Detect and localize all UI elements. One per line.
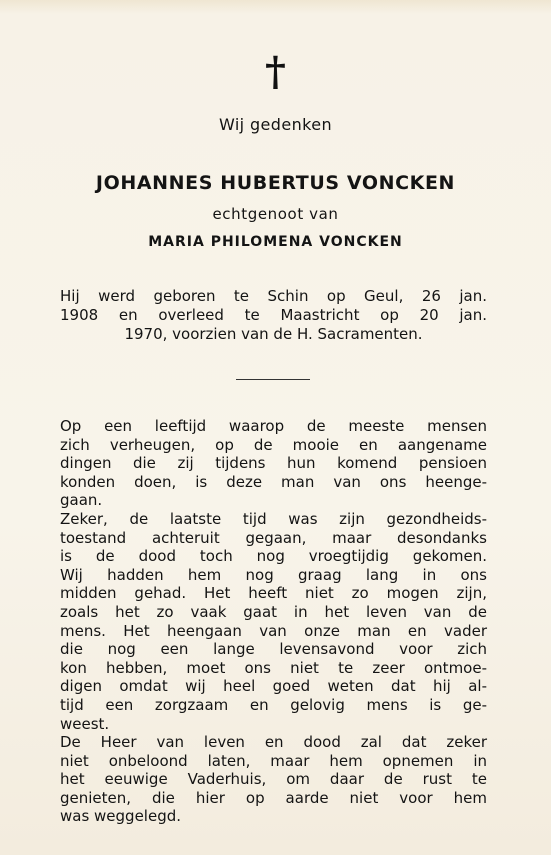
text-line: genieten, die hier op aarde niet voor hem <box>60 788 487 807</box>
bio-line: Hij werd geboren te Schin op Geul, 26 jan. <box>60 287 487 305</box>
text-line: het eeuwige Vaderhuis, om daar de rust te <box>60 770 487 789</box>
text-line: weest. <box>60 714 110 733</box>
text-line: digen omdat wij heel goed weten dat hij al- <box>60 677 487 696</box>
text-line: mens. Het heengaan van onze man en vader <box>60 621 487 640</box>
text-line: is de dood toch nog vroegtijdig gekomen. <box>60 547 487 566</box>
text-line: kon hebben, moet ons niet te zeer ontmoe- <box>60 658 487 677</box>
text-line: was weggelegd. <box>60 807 182 826</box>
text-line: zoals het zo vaak gaat in het leven van de <box>60 602 487 621</box>
text-line: Op een leeftijd waarop de meeste mensen <box>60 417 487 435</box>
text-line: niet onbeloond laten, maar hem opnemen in <box>60 751 487 770</box>
text-line: toestand achteruit gegaan, maar desondanks <box>60 528 487 547</box>
text-line: De Heer van leven en dood zal dat zeker <box>60 733 487 752</box>
divider-line <box>236 379 310 380</box>
intro-text: Wij gedenken <box>218 115 333 134</box>
bio-line: 1908 en overleed te Maastricht op 20 jan. <box>60 306 487 324</box>
text-line: gaan. <box>60 491 103 510</box>
text-line: zich verheugen, op de mooie en aangename <box>60 435 487 454</box>
deceased-name: JOHANNES HUBERTUS VONCKEN <box>95 172 456 194</box>
text-line: tijd een zorgzaam en gelovig mens is ge- <box>60 695 487 714</box>
cross-icon: † <box>265 48 286 95</box>
spouse-name: MARIA PHILOMENA VONCKEN <box>148 234 403 250</box>
text-line: midden gehad. Het heeft niet zo mogen zijn, <box>60 584 487 603</box>
memorial-text <box>60 417 487 826</box>
relation-label: echtgenoot van <box>212 205 339 223</box>
text-line: die nog een lange levensavond voor zich <box>60 640 487 659</box>
bio-line: 1970, voorzien van de H. Sacramenten. <box>124 325 423 343</box>
text-line: konden doen, is deze man van ons heenge- <box>60 472 487 491</box>
text-line: dingen die zij tijdens hun komend pensioen <box>60 454 487 473</box>
biography-block <box>60 287 487 344</box>
text-line: Wij hadden hem nog graag lang in ons <box>60 565 487 584</box>
text-line: Zeker, de laatste tijd was zijn gezondheids- <box>60 509 487 528</box>
